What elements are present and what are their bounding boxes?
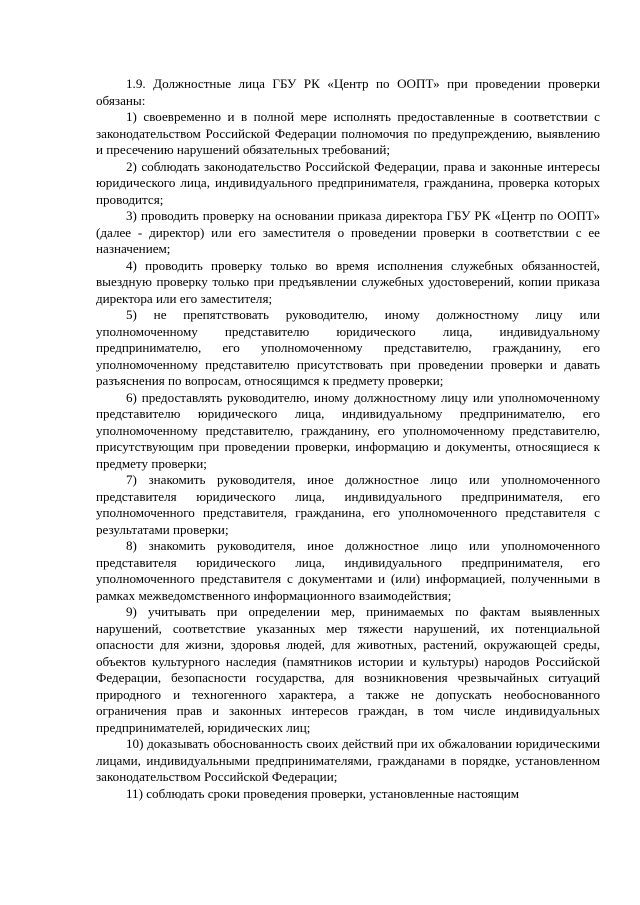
paragraph-item-5: 5) не препятствовать руководителю, иному должностному лицу или уполномоченному представителю юридического лица, индивидуальному предпринимателю, его уполномоченному представителю, гражданину, его уполномоченному представителю присутствовать при проведении проверки и давать разъяснения по вопросам, относящимся к предмету проверки; — [96, 307, 600, 388]
paragraph-item-3: 3) проводить проверку на основании приказа директора ГБУ РК «Центр по ООПТ» (далее - директор) или его заместителя о проведении проверки в соответствии с ее назначением; — [96, 208, 600, 256]
paragraph-item-8: 8) знакомить руководителя, иное должностное лицо или уполномоченного представителя юридического лица, индивидуального предпринимателя, его уполномоченного представителя с документами и (или) информацией, полученными в рамках межведомственного информационного взаимодействия; — [96, 538, 600, 603]
paragraph-item-9: 9) учитывать при определении мер, принимаемых по фактам выявленных нарушений, соответствие указанных мер тяжести нарушений, их потенциальной опасности для жизни, здоровья людей, для животных, растений, окружающей среды, объектов культурного наследия (памятников истории и культуры) народов Российской Федерации, безопасности государства, для возникновения чрезвычайных ситуаций природного и техногенного характера, а также не допускать необоснованного ограничения прав и законных интересов граждан, в том числе индивидуальных предпринимателей, юридических лиц; — [96, 604, 600, 735]
paragraph-item-4: 4) проводить проверку только во время исполнения служебных обязанностей, выездную проверку только при предъявлении служебных удостоверений, копии приказа директора или его заместителя; — [96, 257, 600, 306]
paragraph-item-2: 2) соблюдать законодательство Российской Федерации, права и законные интересы юридического лица, индивидуального предпринимателя, гражданина, проверка которых проводится; — [96, 158, 600, 207]
document-body — [96, 76, 600, 802]
paragraph-item-1: 1) своевременно и в полной мере исполнять предоставленные в соответствии с законодательством Российской Федерации полномочия по предупреждению, выявлению и пресечению нарушений обязательных требований; — [96, 109, 600, 157]
paragraph-1-9: 1.9. Должностные лица ГБУ РК «Центр по ООПТ» при проведении проверки обязаны: — [96, 76, 600, 108]
paragraph-item-7: 7) знакомить руководителя, иное должностное лицо или уполномоченного представителя юридического лица, индивидуального предпринимателя, его уполномоченного представителя, гражданина, его уполномоченного представителя с результатами проверки; — [96, 472, 600, 537]
paragraph-item-10: 10) доказывать обоснованность своих действий при их обжаловании юридическими лицами, индивидуальными предпринимателями, гражданами в порядке, установленном законодательством Российской Федерации; — [96, 736, 600, 784]
paragraph-item-6: 6) предоставлять руководителю, иному должностному лицу или уполномоченному представителю юридического лица, индивидуальному предпринимателю, его уполномоченному представителю, гражданину, его уполномоченному представителю, присутствующим при проведении проверки, информацию и документы, относящиеся к предмету проверки; — [96, 389, 600, 471]
paragraph-item-11: 11) соблюдать сроки проведения проверки, установленные настоящим — [126, 785, 520, 801]
